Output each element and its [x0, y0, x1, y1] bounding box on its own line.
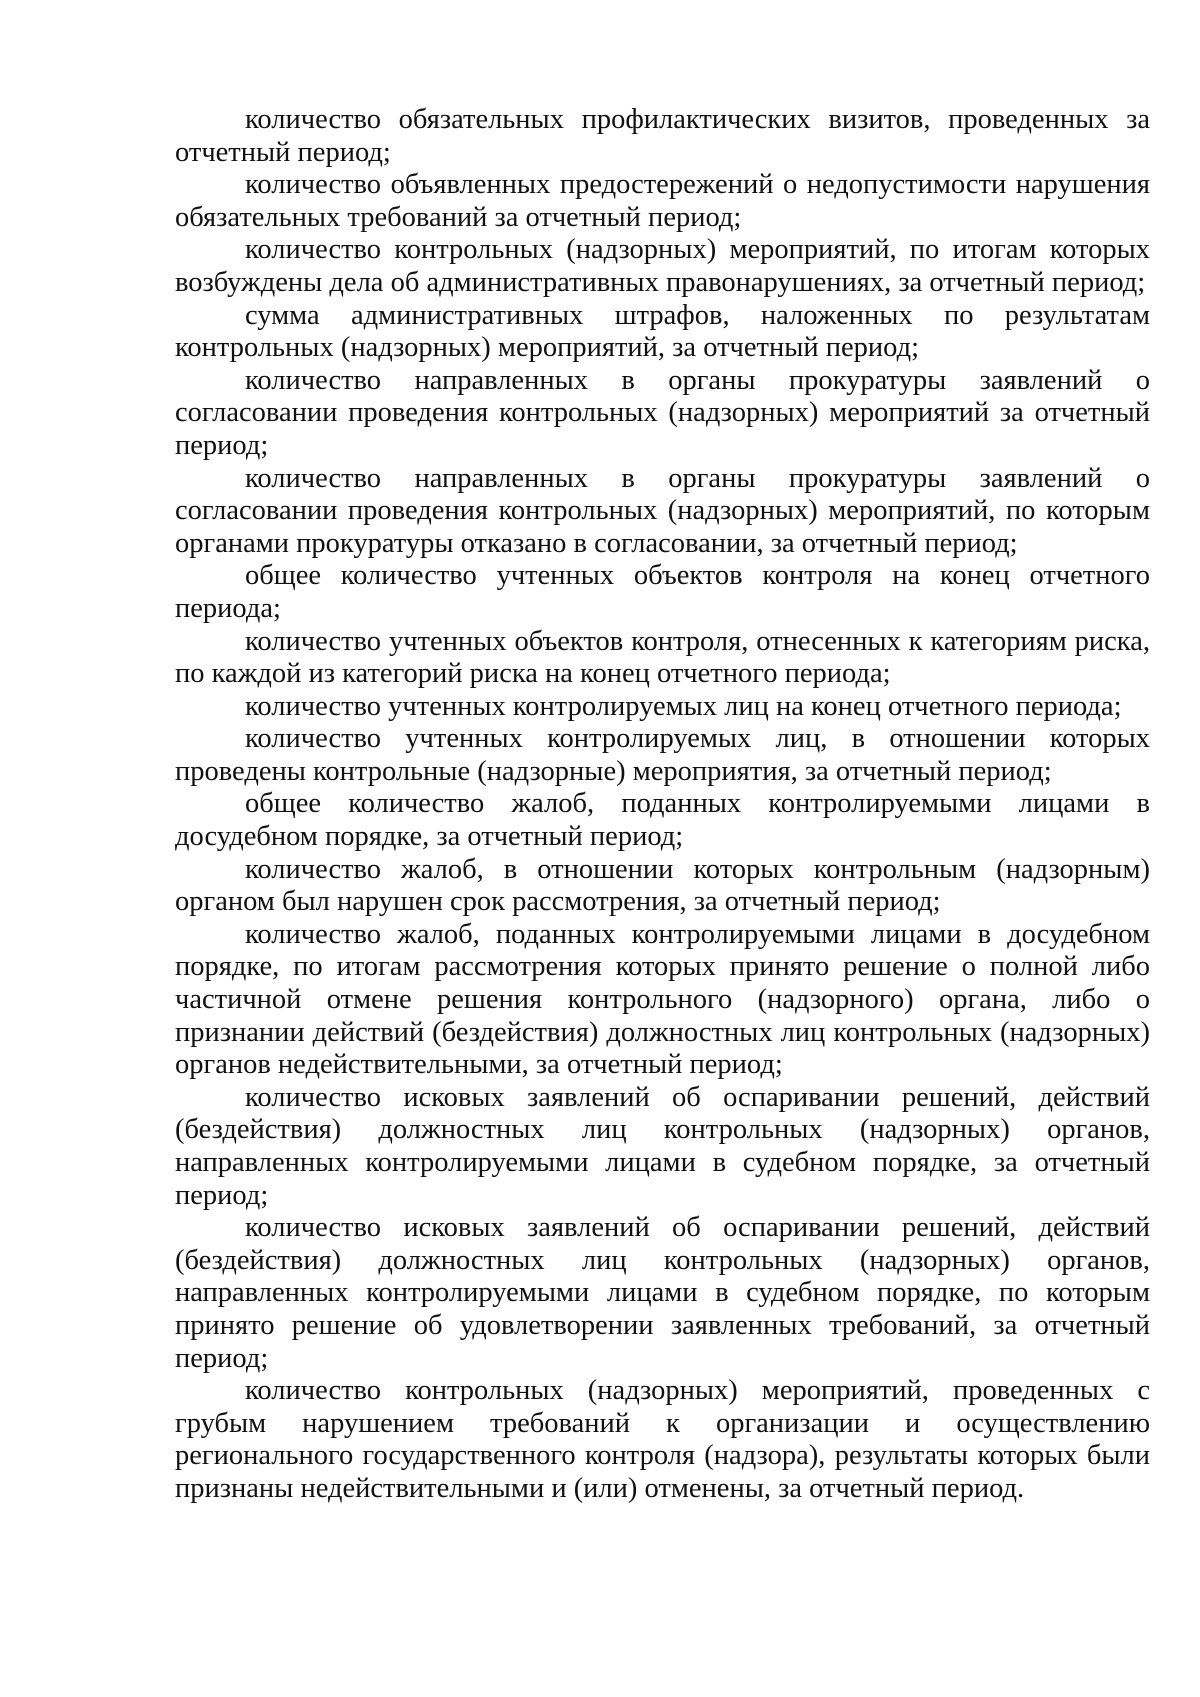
paragraph-controlled-persons-inspected: количество учтенных контролируемых лиц, в отношении которых проведены контрольные (надзорные) мероприятия, за отчетный период; [175, 723, 1150, 787]
paragraph-complaints-deadline-violated: количество жалоб, в отношении которых контрольным (надзорным) органом был нарушен срок рассмотрения, за отчетный период; [175, 853, 1150, 918]
paragraph-gross-violations: количество контрольных (надзорных) мероприятий, проведенных с грубым нарушением требований к организации и осуществлению регионального государственного контроля (надзора), результаты которых были признаны недействительными и (или) отменены, за отчетный период. [175, 1375, 1150, 1504]
paragraph-prosecutor-refusals: количество направленных в органы прокуратуры заявлений о согласовании проведения контрольных (надзорных) мероприятий, по которым органами прокуратуры отказано в согласовании, за отчетный период; [175, 462, 1150, 559]
paragraph-complaints-total: общее количество жалоб, поданных контролируемыми лицами в досудебном порядке, за отчетный период; [175, 788, 1150, 853]
document-page [175, 104, 1150, 1506]
paragraph-prosecutor-applications: количество направленных в органы прокуратуры заявлений о согласовании проведения контрольных (надзорных) мероприятий за отчетный период; [175, 364, 1150, 461]
paragraph-fines-sum: сумма административных штрафов, наложенных по результатам контрольных (надзорных) мероприятий, за отчетный период; [175, 299, 1150, 364]
paragraph-control-objects-risk: количество учтенных объектов контроля, отнесенных к категориям риска, по каждой из категорий риска на конец отчетного периода; [175, 625, 1150, 690]
paragraph-control-objects-total: общее количество учтенных объектов контроля на конец отчетного периода; [175, 560, 1150, 624]
paragraph-mandatory-visits: количество обязательных профилактических визитов, проведенных за отчетный период; [175, 104, 1150, 168]
paragraph-controlled-persons-total: количество учтенных контролируемых лиц на конец отчетного периода; [245, 690, 1122, 722]
paragraph-administrative-cases: количество контрольных (надзорных) мероприятий, по итогам которых возбуждены дела об административных правонарушениях, за отчетный период; [175, 234, 1150, 298]
paragraph-lawsuits-satisfied: количество исковых заявлений об оспаривании решений, действий (бездействия) должностных лиц контрольных (надзорных) органов, направленных контролируемыми лицами в судебном порядке, по которым принято решение об удовлетворении заявленных требований, за отчетный период; [175, 1212, 1150, 1374]
paragraph-lawsuits-total: количество исковых заявлений об оспаривании решений, действий (бездействия) должностных лиц контрольных (надзорных) органов, направленных контролируемыми лицами в судебном порядке, за отчетный период; [175, 1081, 1150, 1211]
paragraph-complaints-decision-cancelled: количество жалоб, поданных контролируемыми лицами в досудебном порядке, по итогам рассмотрения которых принято решение о полной либо частичной отмене решения контрольного (надзорного) органа, либо о признании действий (бездействия) должностных лиц контрольных (надзорных) органов недействительными, за отчетный период; [175, 918, 1150, 1081]
paragraph-warnings: количество объявленных предостережений о недопустимости нарушения обязательных требований за отчетный период; [175, 169, 1150, 233]
